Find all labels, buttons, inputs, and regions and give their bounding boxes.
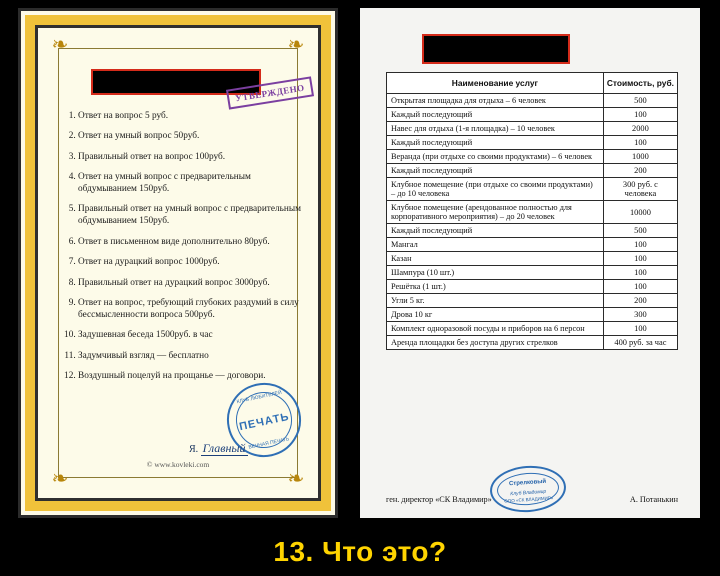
list-item: 3. Правильный ответ на вопрос 100руб. <box>78 152 306 164</box>
cell-price: 100 <box>603 252 677 266</box>
signature-line <box>189 441 248 456</box>
company-stamp-line3: ООО «СК ВЛАДИМИР» <box>504 495 554 504</box>
cell-service: Клубное помещение (при отдыхе со своими продуктами) – до 10 человека <box>387 178 604 201</box>
footer-director-title: ген. директор «СК Владимир» <box>386 495 492 504</box>
cell-price: 100 <box>603 238 677 252</box>
table-row <box>387 108 678 122</box>
cell-service: Казан <box>387 252 604 266</box>
cell-service: Решётка (1 шт.) <box>387 280 604 294</box>
list-item: 1. Ответ на вопрос 5 руб. <box>78 111 306 123</box>
cell-price: 200 <box>603 294 677 308</box>
table-row <box>387 178 678 201</box>
table-row <box>387 238 678 252</box>
table-row <box>387 252 678 266</box>
list-item: 9. Ответ на вопрос, требующий глубоких раздумий в силу бессмысленности вопроса 500руб. <box>78 298 306 322</box>
cell-price: 300 <box>603 308 677 322</box>
cell-price: 100 <box>603 108 677 122</box>
cell-service: Шампура (10 шт.) <box>387 266 604 280</box>
redaction-bar-title-right <box>422 34 570 64</box>
signature-name: Главный <box>202 441 246 455</box>
cell-price: 500 <box>603 94 677 108</box>
ornament-corner-icon: ❧ <box>287 468 305 490</box>
cell-service: Дрова 10 кг <box>387 308 604 322</box>
round-stamp-bottom-text: ВЕЧНАЯ ПЕЧАТЬ <box>248 436 290 451</box>
list-item: 10. Задушевная беседа 1500руб. в час <box>78 330 306 342</box>
table-row <box>387 294 678 308</box>
column-header-service: Наименование услуг <box>387 73 604 94</box>
round-stamp-word: ПЕЧАТЬ <box>238 410 291 434</box>
cell-service: Угли 5 кг. <box>387 294 604 308</box>
list-item: 7. Ответ на дурацкий вопрос 1000руб. <box>78 257 306 269</box>
table-row <box>387 224 678 238</box>
cell-price: 100 <box>603 280 677 294</box>
cell-service: Мангал <box>387 238 604 252</box>
ornament-corner-icon: ❧ <box>51 468 69 490</box>
cell-service: Каждый последующий <box>387 164 604 178</box>
cell-service: Каждый последующий <box>387 224 604 238</box>
list-item: 4. Ответ на умный вопрос с предварительным обдумыванием 150руб. <box>78 172 306 196</box>
table-row <box>387 336 678 350</box>
list-item: 8. Правильный ответ на дурацкий вопрос 3000руб. <box>78 278 306 290</box>
table-row <box>387 280 678 294</box>
cell-price: 100 <box>603 136 677 150</box>
table-row <box>387 164 678 178</box>
cell-price: 1000 <box>603 150 677 164</box>
image-caption: 13. Что это? <box>273 536 447 567</box>
price-items-list <box>61 111 306 391</box>
pricelist-document <box>360 8 700 518</box>
table-row <box>387 122 678 136</box>
cell-price: 200 <box>603 164 677 178</box>
list-item: 6. Ответ в письменном виде дополнительно 80руб. <box>78 237 306 249</box>
list-item: 11. Задумчивый взгляд — бесплатно <box>78 351 306 363</box>
ornament-corner-icon: ❧ <box>287 34 305 56</box>
table-row <box>387 136 678 150</box>
cell-price: 400 руб. за час <box>603 336 677 350</box>
cell-service: Клубное помещение (арендованное полностью для корпоративного мероприятия) – до 20 человек <box>387 201 604 224</box>
column-header-price: Стоимость, руб. <box>603 73 677 94</box>
company-stamp-line1: Стрелковый <box>508 478 547 488</box>
round-stamp-top-text: КЛУБ ЛЮБИТЕЛЕЙ <box>236 389 283 406</box>
cell-price: 300 руб. с человека <box>603 178 677 201</box>
list-item: 2. Ответ на умный вопрос 50руб. <box>78 131 306 143</box>
cell-price: 100 <box>603 322 677 336</box>
cell-service: Навес для отдыха (1-я площадка) – 10 человек <box>387 122 604 136</box>
cell-service: Аренда площадки без доступа других стрелков <box>387 336 604 350</box>
cell-price: 500 <box>603 224 677 238</box>
pricelist-table <box>386 72 678 350</box>
cell-service: Каждый последующий <box>387 136 604 150</box>
certificate-credit: © www.kovleki.com <box>146 460 210 469</box>
cell-service: Открытая площадка для отдыха – 6 человек <box>387 94 604 108</box>
cell-price: 2000 <box>603 122 677 136</box>
cell-service: Веранда (при отдыхе со своими продуктами) – 6 человек <box>387 150 604 164</box>
cell-service: Комплект одноразовой посуды и приборов на 6 персон <box>387 322 604 336</box>
ornament-corner-icon: ❧ <box>51 34 69 56</box>
table-header-row <box>387 73 678 94</box>
signature-label: Я. <box>189 444 199 455</box>
list-item: 5. Правильный ответ на умный вопрос с предварительным обдумыванием 150руб. <box>78 204 306 228</box>
list-item: 12. Воздушный поцелуй на прощанье — договори. <box>78 371 306 383</box>
table-row <box>387 201 678 224</box>
company-stamp-line2: Клуб Владимир <box>510 488 547 498</box>
approval-stamp: УТВЕРЖДЕНО <box>226 76 314 109</box>
table-row <box>387 94 678 108</box>
table-row <box>387 150 678 164</box>
table-row <box>387 322 678 336</box>
cell-price: 100 <box>603 266 677 280</box>
cell-price: 10000 <box>603 201 677 224</box>
cell-service: Каждый последующий <box>387 108 604 122</box>
footer-director-name: А. Потанькин <box>629 495 678 504</box>
company-stamp <box>488 463 567 514</box>
certificate-document <box>18 8 338 518</box>
table-row <box>387 266 678 280</box>
table-row <box>387 308 678 322</box>
